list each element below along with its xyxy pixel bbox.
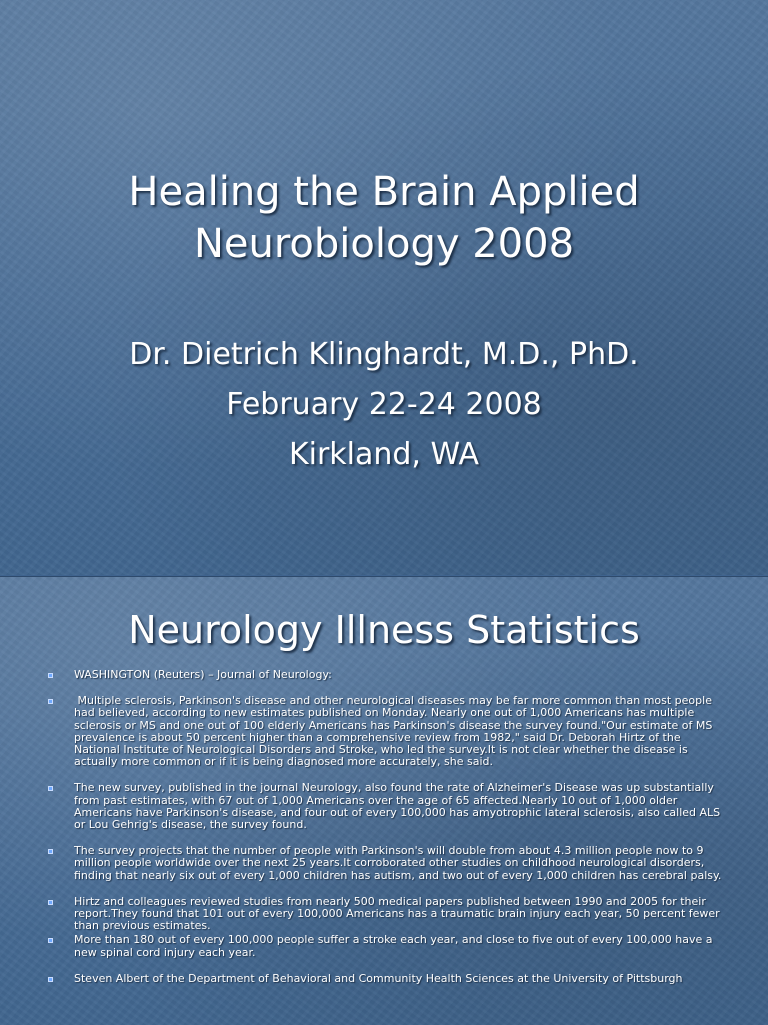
statistics-slide [0,576,768,1025]
slide-subtitle [0,330,768,480]
bullet-item [48,782,722,831]
square-bullet-icon [48,673,53,678]
slide-title-line-1: Healing the Brain Applied [128,169,640,215]
bullet-item [48,973,722,985]
statistics-slide-title: Neurology Illness Statistics [128,608,640,652]
bullet-item [48,669,722,681]
bullet-text: More than 180 out of every 100,000 people suffer a stroke each year, and close to five out of every 100,000 have a new spinal cord injury each year. [74,933,713,959]
bullet-text: Steven Albert of the Department of Behavioral and Community Health Sciences at the University of Pittsburgh [74,971,683,985]
square-bullet-icon [48,786,53,791]
square-bullet-icon [48,938,53,943]
bullet-text: WASHINGTON (Reuters) – Journal of Neurology: [74,668,332,681]
bullet-text: The new survey, published in the journal Neurology, also found the rate of Alzheimer's Disease was up substantially from past estimates, with 67 out of 1,000 Americans over the age of 65 affected.Nearly 10 out of 1,000 older Americans have Parkinson's disease, and four out of every 100,000 has amyotrophic lateral sclerosis, also called ALS or Lou Gehrig's disease, the survey found. [74,781,721,832]
event-dates: February 22-24 2008 [226,387,542,422]
bullet-text: Multiple sclerosis, Parkinson's disease and other neurological diseases may be far more common than most people had believed, according to new estimates published on Monday. Nearly one out of 1,000 Americans has multiple sclerosis or MS and one out of 100 elderly Americans has Parkinson's disease the survey found."Our estimate of MS prevalence is about 50 percent higher than a comprehensive review from 1982," said Dr. Deborah Hirtz of the National Institute of Neurological Disorders and Stroke, who led the survey.It is not clear whether the disease is actually more common or if it is being diagnosed more accurately, she said. [74,694,716,769]
bullet-list [48,669,722,985]
bullet-item [48,695,722,768]
bullet-item [48,845,722,882]
slide-title-line-2: Neurobiology 2008 [193,221,575,267]
square-bullet-icon [48,900,53,905]
event-location: Kirkland, WA [288,437,480,472]
slide-title [0,166,768,270]
bullet-text: The survey projects that the number of people with Parkinson's will double from about 4.3 million people now to 9 million people worldwide over the next 25 years.It corroborated other studies on childhood neurological disorders, finding that nearly six out of every 1,000 children has autism, and two out of every 1,000 children has cerebral palsy. [74,844,722,882]
presenter-name: Dr. Dietrich Klinghardt, M.D., PhD. [129,337,639,372]
bullet-item [48,934,722,958]
square-bullet-icon [48,699,53,704]
square-bullet-icon [48,977,53,982]
square-bullet-icon [48,849,53,854]
bullet-text: Hirtz and colleagues reviewed studies from nearly 500 medical papers published between 1990 and 2005 for their report.They found that 101 out of every 100,000 Americans has a traumatic brain injury each year, 50 percent fewer than previous estimates. [74,894,720,933]
bullet-item [48,896,722,933]
